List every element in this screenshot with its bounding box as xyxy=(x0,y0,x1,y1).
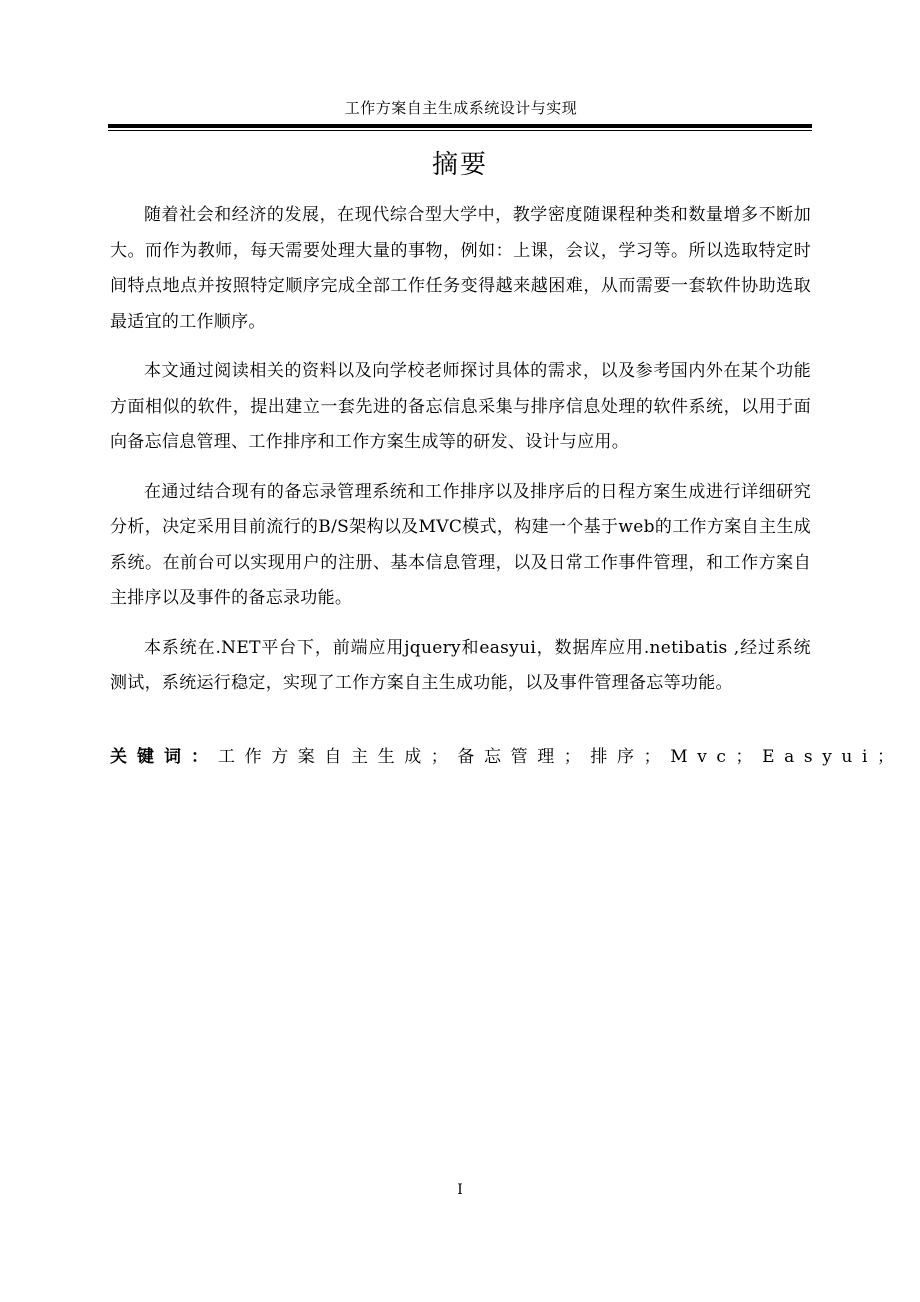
abstract-title: 摘要 xyxy=(431,150,488,180)
abstract-paragraph-1: 随着社会和经济的发展，在现代综合型大学中，教学密度随课程种类和数量增多不断加大。而作为教师，每天需要处理大量的事物，例如：上课，会议，学习等。所以选取特定时间特点地点并按照特定顺序完成全部工作任务变得越来越困难，从而需要一套软件协助选取最适宜的工作顺序。 xyxy=(110,205,811,332)
abstract-paragraph-2: 本文通过阅读相关的资料以及向学校老师探讨具体的需求，以及参考国内外在某个功能方面相似的软件，提出建立一套先进的备忘信息采集与排序信息处理的软件系统，以用于面向备忘信息管理、工作排序和工作方案生成等的研发、设计与应用。 xyxy=(110,361,811,452)
keywords-text: 工作方案自主生成；备忘管理；排序；Mvc；Easyui； xyxy=(218,747,904,767)
keywords-line xyxy=(110,742,904,772)
abstract-paragraph-3: 在通过结合现有的备忘录管理系统和工作排序以及排序后的日程方案生成进行详细研究分析，决定采用目前流行的B/S架构以及MVC模式，构建一个基于web的工作方案自主生成系统。在前台可以实现用户的注册、基本信息管理，以及日常工作事件管理，和工作方案自主排序以及事件的备忘录功能。 xyxy=(110,481,811,608)
running-header: 工作方案自主生成系统设计与实现 xyxy=(344,99,578,117)
abstract-body xyxy=(110,198,811,716)
header-rule-thick xyxy=(108,124,812,128)
abstract-paragraph-4: 本系统在.NET平台下，前端应用jquery和easyui，数据库应用.netibatis ,经过系统测试，系统运行稳定，实现了工作方案自主生成功能，以及事件管理备忘等功能。 xyxy=(110,637,811,693)
keywords-label: 关键词： xyxy=(110,747,218,767)
header-rule-thin xyxy=(108,130,812,131)
page-number: I xyxy=(457,1182,463,1198)
